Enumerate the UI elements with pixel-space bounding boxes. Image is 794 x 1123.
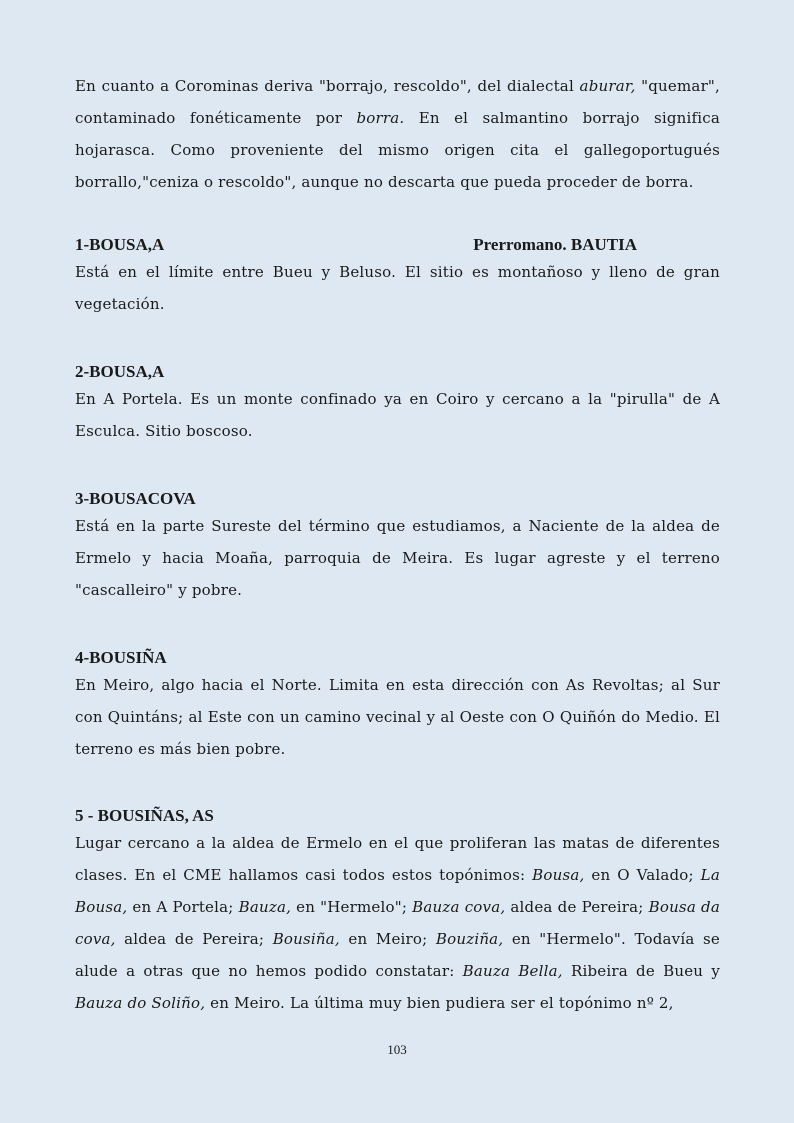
entry-5-italic-9: Bauza do Soliño, — [75, 994, 206, 1012]
entry-5-text-6: aldea de Pereira; — [115, 930, 273, 948]
entry-5-heading — [75, 805, 720, 827]
entry-5-italic-5: Bousa da cova, — [75, 898, 720, 948]
entry-5-text — [75, 827, 720, 1019]
entry-5-italic-2: La Bousa, — [75, 866, 720, 916]
entry-3-title: 3-BOUSACOVA — [75, 489, 196, 508]
entry-1-title: 1-BOUSA,A — [75, 235, 165, 254]
intro-italic-2: borra. — [356, 109, 405, 127]
entry-5-italic-6: Bousiña, — [272, 930, 340, 948]
entry-5-text-2: en O Valado; — [584, 866, 701, 884]
entry-5-italic-3: Bauza, — [238, 898, 292, 916]
entry-3-text: Está en la parte Sureste del término que estudiamos, a Naciente de la aldea de Ermelo y hacia Moaña, parroquia de Meira. Es lugar agreste y el terreno "cascalleiro" y pobre. — [75, 517, 720, 599]
entry-1-text: Está en el límite entre Bueu y Beluso. El sitio es montañoso y lleno de gran vegetación. — [75, 263, 720, 313]
intro-text-2: "quemar", contaminado fonéticamente por — [75, 77, 721, 127]
entry-4 — [75, 647, 720, 765]
entry-5-text-4: en "Hermelo"; — [291, 898, 413, 916]
intro-text-1: En cuanto a Corominas deriva "borrajo, rescoldo", del dialectal — [75, 77, 580, 95]
entry-2-heading — [75, 361, 720, 383]
entry-5-text-9: Ribeira de Bueu y — [562, 962, 721, 980]
intro-text-3: En el salmantino borrajo significa hojarasca. Como proveniente del mismo origen cita el gallegoportugués borrallo,"ceniza o rescoldo", aunque no descarta que pueda proceder de borra. — [75, 109, 720, 191]
entry-5-title: 5 - BOUSIÑAS, AS — [75, 806, 214, 825]
entry-5-italic-4: Bauza cova, — [412, 898, 506, 916]
entry-3 — [75, 488, 720, 606]
entry-4-text: En Meiro, algo hacia el Norte. Limita en esta dirección con As Revoltas; al Sur con Quintáns; al Este con un camino vecinal y al Oeste con O Quiñón do Medio. El terreno es más bien pobre. — [75, 676, 720, 758]
entry-1 — [75, 234, 720, 320]
entry-4-title: 4-BOUSIÑA — [75, 648, 167, 667]
entry-5 — [75, 805, 720, 1019]
entry-5-italic-8: Bauza Bella, — [462, 962, 563, 980]
entry-5-italic-1: Bousa, — [532, 866, 585, 884]
intro-italic-1: aburar, — [579, 77, 636, 95]
entry-5-text-3: en A Portela; — [127, 898, 239, 916]
entry-2-text: En A Portela. Es un monte confinado ya en Coiro y cercano a la "pirulla" de A Esculca. Sitio boscoso. — [75, 390, 720, 440]
page-number: 103 — [387, 1042, 407, 1057]
intro-paragraph — [75, 70, 720, 198]
entry-5-italic-7: Bouziña, — [435, 930, 504, 948]
entry-5-text-10: en Meiro. La última muy bien pudiera ser el topónimo nº 2, — [205, 994, 674, 1012]
entry-4-heading — [75, 647, 720, 669]
entry-5-text-5: aldea de Pereira; — [505, 898, 649, 916]
entry-1-origin: Prerromano. BAUTIA — [473, 235, 637, 254]
entry-5-text-1: Lugar cercano a la aldea de Ermelo en el que proliferan las matas de diferentes clases. En el CME hallamos casi todos estos topónimos: — [75, 834, 720, 884]
entry-2 — [75, 361, 720, 447]
entry-5-text-7: en Meiro; — [339, 930, 436, 948]
entry-1-heading — [75, 234, 720, 256]
entry-2-title: 2-BOUSA,A — [75, 362, 165, 381]
entry-3-heading — [75, 488, 720, 510]
entry-5-text-8: en "Hermelo". Todavía se alude a otras que no hemos podido constatar: — [75, 930, 720, 980]
